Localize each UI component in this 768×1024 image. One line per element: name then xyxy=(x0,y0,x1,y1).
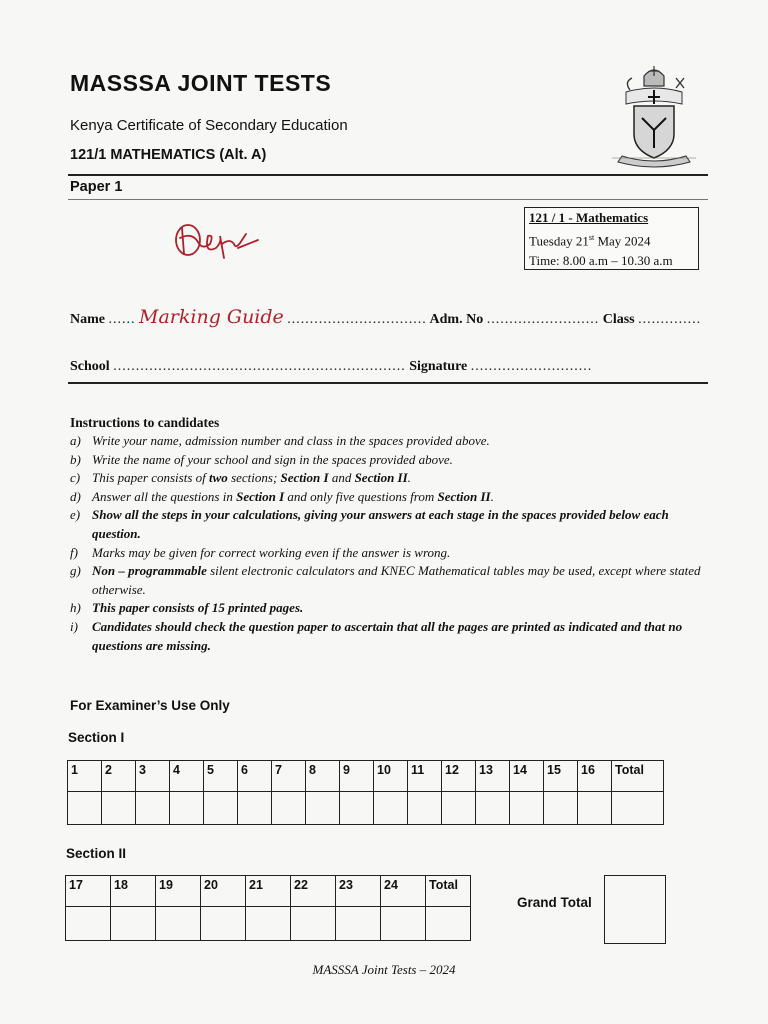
section1-score-cell[interactable] xyxy=(340,792,374,825)
section1-score-cell[interactable] xyxy=(544,792,578,825)
instruction-text-part: silent electronic calculators and KNEC Mathematical tables may be used, except where stated otherwise. xyxy=(92,563,701,597)
section1-score-row xyxy=(68,792,664,825)
instruction-text: Show all the steps in your calculations, giving your answers at each stage in the spaces provided below each question. xyxy=(92,507,669,541)
instruction-text-part: . xyxy=(490,488,494,504)
section1-header-cell: 16 xyxy=(578,761,612,792)
adm-dots[interactable]: ......................... xyxy=(486,312,600,327)
instruction-label: f) xyxy=(70,544,78,560)
instruction-text-part: Answer all the questions in xyxy=(92,488,237,504)
grand-total-box[interactable] xyxy=(604,875,666,944)
section1-score-cell[interactable] xyxy=(578,792,612,825)
class-dots[interactable]: .............. xyxy=(638,312,702,327)
instruction-label: i) xyxy=(70,618,78,634)
section1-score-cell[interactable] xyxy=(306,792,340,825)
instruction-text-part: and xyxy=(328,470,355,486)
section2-total-cell[interactable] xyxy=(426,907,471,941)
section2-score-cell[interactable] xyxy=(111,907,156,941)
section2-score-cell[interactable] xyxy=(156,907,201,941)
section1-score-cell[interactable] xyxy=(102,792,136,825)
instruction-text-part: sections; xyxy=(227,470,281,486)
instructions-title: Instructions to candidates xyxy=(70,415,220,430)
section2-label: Section II xyxy=(66,846,127,861)
instruction-item xyxy=(70,544,710,563)
instruction-text: Write the name of your school and sign in the spaces provided above. xyxy=(92,451,453,467)
section1-score-cell[interactable] xyxy=(374,792,408,825)
instruction-label: h) xyxy=(70,600,81,616)
section1-score-cell[interactable] xyxy=(68,792,102,825)
section1-score-cell[interactable] xyxy=(272,792,306,825)
info-subject: 121 / 1 - Mathematics xyxy=(529,210,649,225)
school-label: School xyxy=(70,359,110,374)
section1-label: Section I xyxy=(68,730,125,745)
section1-header-cell: 11 xyxy=(408,761,442,792)
instruction-item xyxy=(70,618,710,655)
section1-score-table xyxy=(67,760,664,825)
instruction-text: This paper consists of 15 printed pages. xyxy=(92,600,304,616)
section2-header-cell: 20 xyxy=(201,876,246,907)
signature-label: Signature xyxy=(409,359,468,374)
instruction-item xyxy=(70,469,710,488)
section2-header-cell: 22 xyxy=(291,876,336,907)
section1-header-cell: 7 xyxy=(272,761,306,792)
section2-total-header: Total xyxy=(426,876,471,907)
section1-total-header: Total xyxy=(612,761,664,792)
school-row xyxy=(70,359,592,375)
crest-logo-icon xyxy=(608,62,700,174)
section2-score-cell[interactable] xyxy=(66,907,111,941)
section1-score-cell[interactable] xyxy=(476,792,510,825)
instruction-label: e) xyxy=(70,507,81,523)
section1-header-row xyxy=(68,761,664,792)
instruction-text-part: and only five questions from xyxy=(284,488,438,504)
section1-header-cell: 14 xyxy=(510,761,544,792)
examiner-heading: For Examiner’s Use Only xyxy=(70,698,230,713)
info-date xyxy=(529,228,698,251)
name-dots: ...... xyxy=(108,312,136,327)
paper-code: 121/1 MATHEMATICS (Alt. A) xyxy=(70,147,267,163)
section1-header-cell: 5 xyxy=(204,761,238,792)
name-value[interactable]: Marking Guide xyxy=(139,306,284,328)
section1-total-cell[interactable] xyxy=(612,792,664,825)
name-dots-tail: ............................... xyxy=(287,312,427,327)
name-row xyxy=(70,306,701,328)
instruction-text: Candidates should check the question paper to ascertain that all the pages are printed as indicated and that no questions are missing. xyxy=(92,618,683,653)
handwritten-signature-icon xyxy=(172,214,260,266)
exam-subtitle: Kenya Certificate of Secondary Education xyxy=(70,117,348,134)
section2-score-cell[interactable] xyxy=(381,907,426,941)
instruction-item xyxy=(70,432,710,451)
section1-header-cell: 1 xyxy=(68,761,102,792)
instruction-text xyxy=(92,488,710,507)
instruction-text-part: . xyxy=(407,470,411,486)
instruction-text: Write your name, admission number and class in the spaces provided above. xyxy=(92,433,490,448)
section1-header-cell: 15 xyxy=(544,761,578,792)
section2-header-cell: 19 xyxy=(156,876,201,907)
signature-dots[interactable]: ........................... xyxy=(470,359,593,374)
instruction-bold-part: Section I xyxy=(236,488,285,504)
section1-header-cell: 4 xyxy=(170,761,204,792)
section1-header-cell: 2 xyxy=(102,761,136,792)
info-date-month-year: May 2024 xyxy=(594,233,651,249)
section2-score-cell[interactable] xyxy=(291,907,336,941)
section1-header-cell: 13 xyxy=(476,761,510,792)
section1-score-cell[interactable] xyxy=(238,792,272,825)
section1-header-cell: 10 xyxy=(374,761,408,792)
instruction-item xyxy=(70,562,710,599)
paper-number: Paper 1 xyxy=(70,179,123,195)
name-label: Name xyxy=(70,312,105,327)
class-label: Class xyxy=(602,312,635,327)
fields-divider xyxy=(68,382,708,384)
section1-score-cell[interactable] xyxy=(510,792,544,825)
section2-header-cell: 24 xyxy=(381,876,426,907)
section2-score-cell[interactable] xyxy=(246,907,291,941)
section2-score-table xyxy=(65,875,471,941)
instruction-text: Marks may be given for correct working even if the answer is wrong. xyxy=(92,544,451,560)
exam-title: MASSSA JOINT TESTS xyxy=(70,70,332,96)
instruction-item xyxy=(70,451,710,470)
section1-score-cell[interactable] xyxy=(136,792,170,825)
instruction-label: d) xyxy=(70,488,81,504)
section2-score-cell[interactable] xyxy=(336,907,381,941)
instruction-bold-part: two xyxy=(209,470,228,486)
instruction-bold-part: Section II xyxy=(437,488,491,504)
instruction-label: g) xyxy=(70,563,81,579)
instruction-item xyxy=(70,488,710,507)
instruction-text-part: This paper consists of xyxy=(92,470,210,486)
section1-header-cell: 8 xyxy=(306,761,340,792)
instructions-list xyxy=(70,432,710,655)
section1-header-cell: 6 xyxy=(238,761,272,792)
info-date-suffix: st xyxy=(588,233,595,242)
instruction-label: a) xyxy=(70,433,81,448)
section2-header-row xyxy=(66,876,471,907)
instruction-label: c) xyxy=(70,470,81,486)
section1-score-cell[interactable] xyxy=(442,792,476,825)
section1-header-cell: 9 xyxy=(340,761,374,792)
section1-header-cell: 12 xyxy=(442,761,476,792)
section2-header-cell: 23 xyxy=(336,876,381,907)
info-date-day: Tuesday 21 xyxy=(529,233,589,249)
section2-header-cell: 18 xyxy=(111,876,156,907)
section1-score-cell[interactable] xyxy=(204,792,238,825)
section1-score-cell[interactable] xyxy=(408,792,442,825)
section1-header-cell: 3 xyxy=(136,761,170,792)
section2-score-cell[interactable] xyxy=(201,907,246,941)
section2-header-cell: 17 xyxy=(66,876,111,907)
instruction-item xyxy=(70,599,710,618)
school-dots[interactable]: ................................................................. xyxy=(113,359,406,374)
section2-header-cell: 21 xyxy=(246,876,291,907)
header-divider xyxy=(68,174,708,176)
instruction-bold-part: Section II xyxy=(354,470,408,486)
page-footer: MASSSA Joint Tests – 2024 xyxy=(312,962,456,977)
adm-label: Adm. No xyxy=(429,312,484,327)
instruction-bold-part: Section I xyxy=(280,470,329,486)
instruction-label: b) xyxy=(70,451,81,467)
grand-total-label: Grand Total xyxy=(517,895,592,910)
instruction-text xyxy=(92,469,710,488)
section2-score-row xyxy=(66,907,471,941)
header-divider-thin xyxy=(68,199,708,200)
exam-info-box xyxy=(524,207,699,270)
section1-score-cell[interactable] xyxy=(170,792,204,825)
instruction-text xyxy=(92,562,710,599)
info-time: Time: 8.00 a.m – 10.30 a.m xyxy=(529,253,673,269)
instruction-item xyxy=(70,506,710,543)
instruction-bold-part: Non – programmable xyxy=(92,563,207,579)
